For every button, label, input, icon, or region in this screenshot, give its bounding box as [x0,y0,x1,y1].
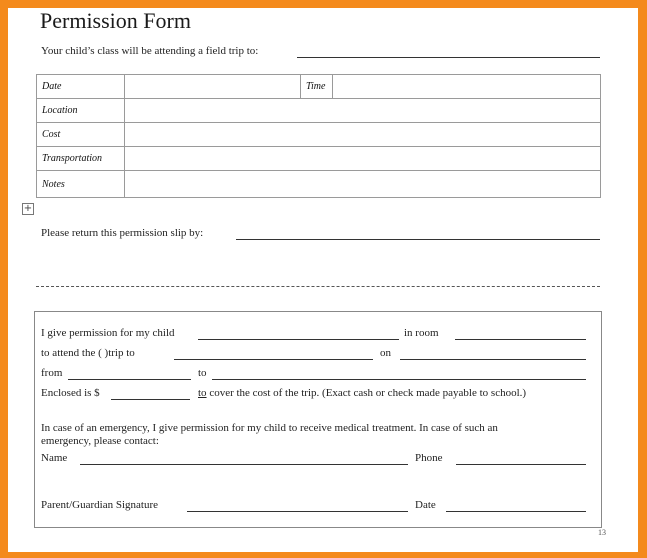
transportation-label: Transportation [37,147,125,171]
child-name-line[interactable] [198,339,399,340]
name-label: Name [41,452,68,464]
room-line[interactable] [455,339,586,340]
cost-note-rest: cover the cost of the trip. (Exact cash or check made payable to school.) [206,387,527,399]
location-label: Location [37,99,125,123]
date-cell[interactable] [125,75,301,99]
phone-label: Phone [415,452,443,464]
to-time-line[interactable] [212,379,586,380]
amount-line[interactable] [111,399,190,400]
cost-label: Cost [37,123,125,147]
from-time-line[interactable] [68,379,191,380]
emergency-text-2: emergency, please contact: [41,435,159,447]
table-row [37,99,601,123]
return-text: Please return this permission slip by: [41,227,204,239]
date-signed-label: Date [415,499,436,511]
trip-date-line[interactable] [400,359,586,360]
permission-slip [34,311,602,528]
trip-details-table [36,74,601,198]
page-number: 13 [598,528,606,537]
location-cell[interactable] [125,99,601,123]
transportation-cell[interactable] [125,147,601,171]
time-cell[interactable] [333,75,601,99]
return-date-line[interactable] [236,239,600,240]
trip-destination-line[interactable] [174,359,373,360]
signature-label: Parent/Guardian Signature [41,499,158,511]
cost-cell[interactable] [125,123,601,147]
room-label: in room [404,327,439,339]
table-row [37,171,601,198]
date-label: Date [37,75,125,99]
cost-note-to: to [198,387,207,399]
phone-line[interactable] [456,464,586,465]
intro-text: Your child’s class will be attending a field trip to: [41,45,259,57]
notes-cell[interactable] [125,171,601,198]
cost-note [198,387,526,399]
emergency-text: In case of an emergency, I give permission for my child to receive medical treatment. In case of such an [41,422,498,434]
on-label: on [380,347,391,359]
table-row [37,75,601,99]
table-row [37,147,601,171]
from-label: from [41,367,63,379]
cut-line [36,286,600,287]
signature-line[interactable] [187,511,408,512]
enclosed-label: Enclosed is $ [41,387,100,399]
move-handle-icon[interactable]: + [23,203,33,214]
contact-name-line[interactable] [80,464,408,465]
form-title: Permission Form [40,8,191,33]
permission-text: I give permission for my child [41,327,175,339]
date-signed-line[interactable] [446,511,586,512]
notes-label: Notes [37,171,125,198]
table-row [37,123,601,147]
trip-text: to attend the ( )trip to [41,347,135,359]
destination-line[interactable] [297,57,600,58]
time-label: Time [301,75,333,99]
to-label: to [198,367,207,379]
